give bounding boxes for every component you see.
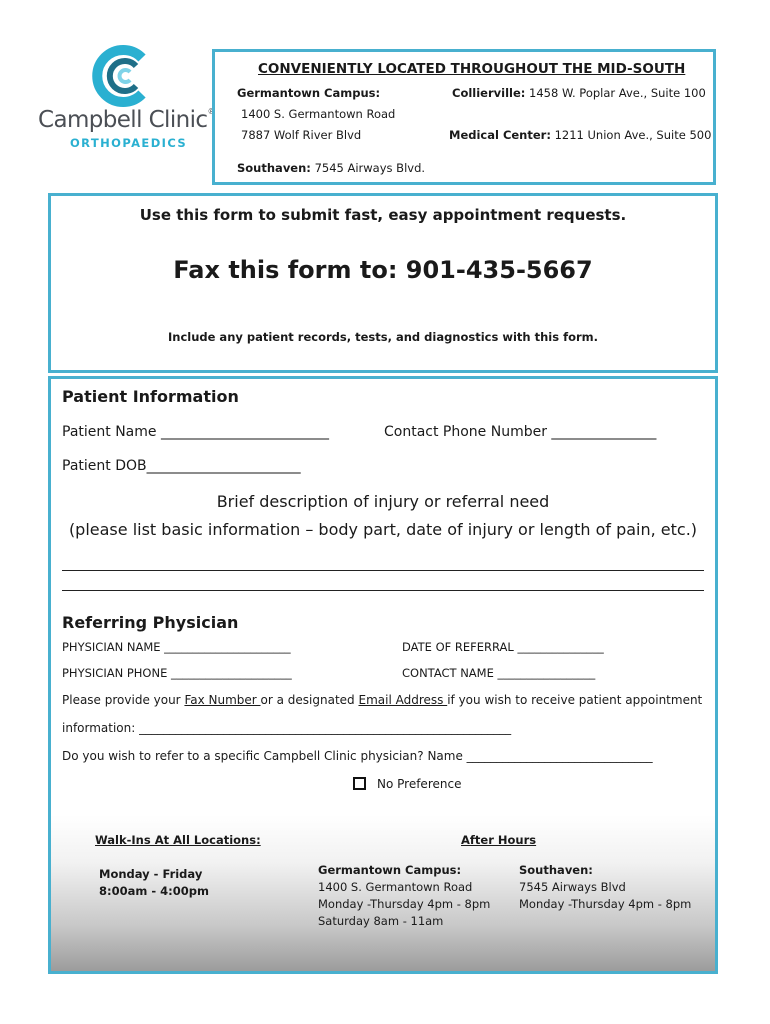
walkins-title: Walk-Ins At All Locations: xyxy=(95,833,261,847)
germantown-address-1: 1400 S. Germantown Road xyxy=(241,107,396,121)
contact-name-field[interactable]: CONTACT NAME _________________ xyxy=(402,666,596,680)
patient-name-field[interactable]: Patient Name ________________________ xyxy=(62,424,329,440)
germantown-address-2: 7887 Wolf River Blvd xyxy=(241,128,362,142)
physician-name-field[interactable]: PHYSICIAN NAME ______________________ xyxy=(62,640,291,654)
registered-mark: ® xyxy=(207,107,215,116)
footer-germantown-address: 1400 S. Germantown Road xyxy=(318,880,473,894)
after-hours-title: After Hours xyxy=(461,833,537,847)
walkins-hours: 8:00am - 4:00pm xyxy=(99,884,209,898)
email-address-label: Email Address xyxy=(358,693,448,707)
germantown-label: Germantown Campus: xyxy=(237,86,381,100)
description-prompt: Brief description of injury or referral need xyxy=(216,492,550,511)
patient-dob-field[interactable]: Patient DOB______________________ xyxy=(62,458,301,474)
contact-phone-field[interactable]: Contact Phone Number _______________ xyxy=(384,424,657,440)
logo-name: Campbell Clinic® xyxy=(38,107,215,133)
fax-number-heading: Fax this form to: 901-435-5667 xyxy=(173,256,593,284)
footer-southaven-label: Southaven: xyxy=(519,863,593,877)
footer-germantown-hours-saturday: Saturday 8am - 11am xyxy=(318,914,444,928)
date-of-referral-field[interactable]: DATE OF REFERRAL _______________ xyxy=(402,640,604,654)
footer-southaven-address: 7545 Airways Blvd xyxy=(519,880,626,894)
southaven-location: Southaven: 7545 Airways Blvd. xyxy=(237,161,426,175)
no-preference-checkbox[interactable] xyxy=(353,777,366,790)
provide-fax-email-note: Please provide your Fax Number or a designated Email Address if you wish to receive patient appointment xyxy=(62,693,703,707)
fax-include-note: Include any patient records, tests, and diagnostics with this form. xyxy=(167,330,599,344)
description-hint: (please list basic information – body part, date of injury or length of pain, etc.) xyxy=(68,520,698,539)
fax-number-label: Fax Number xyxy=(184,693,261,707)
logo-subtitle: ORTHOPAEDICS xyxy=(70,136,188,150)
footer-germantown-hours-weekday: Monday -Thursday 4pm - 8pm xyxy=(318,897,491,911)
referring-physician-heading: Referring Physician xyxy=(62,613,239,632)
description-line-1[interactable] xyxy=(62,570,704,571)
footer-southaven-hours: Monday -Thursday 4pm - 8pm xyxy=(519,897,692,911)
description-line-2[interactable] xyxy=(62,590,704,591)
fax-intro: Use this form to submit fast, easy appointment requests. xyxy=(139,206,627,224)
locations-title: CONVENIENTLY LOCATED THROUGHOUT THE MID-SOUTH xyxy=(258,61,686,77)
physician-phone-field[interactable]: PHYSICIAN PHONE _____________________ xyxy=(62,666,292,680)
information-field[interactable]: information: ______________________________________________________________ xyxy=(62,721,512,735)
walkins-days: Monday - Friday xyxy=(99,867,203,881)
no-preference-label: No Preference xyxy=(377,777,462,791)
footer-germantown-label: Germantown Campus: xyxy=(318,863,462,877)
specific-physician-field[interactable]: Do you wish to refer to a specific Campbell Clinic physician? Name _______________________________ xyxy=(62,749,653,763)
logo-c-mark-icon xyxy=(92,44,156,108)
medical-center-location: Medical Center: 1211 Union Ave., Suite 500 xyxy=(449,128,712,142)
collierville-location: Collierville: 1458 W. Poplar Ave., Suite 100 xyxy=(452,86,706,100)
patient-information-heading: Patient Information xyxy=(62,387,239,406)
